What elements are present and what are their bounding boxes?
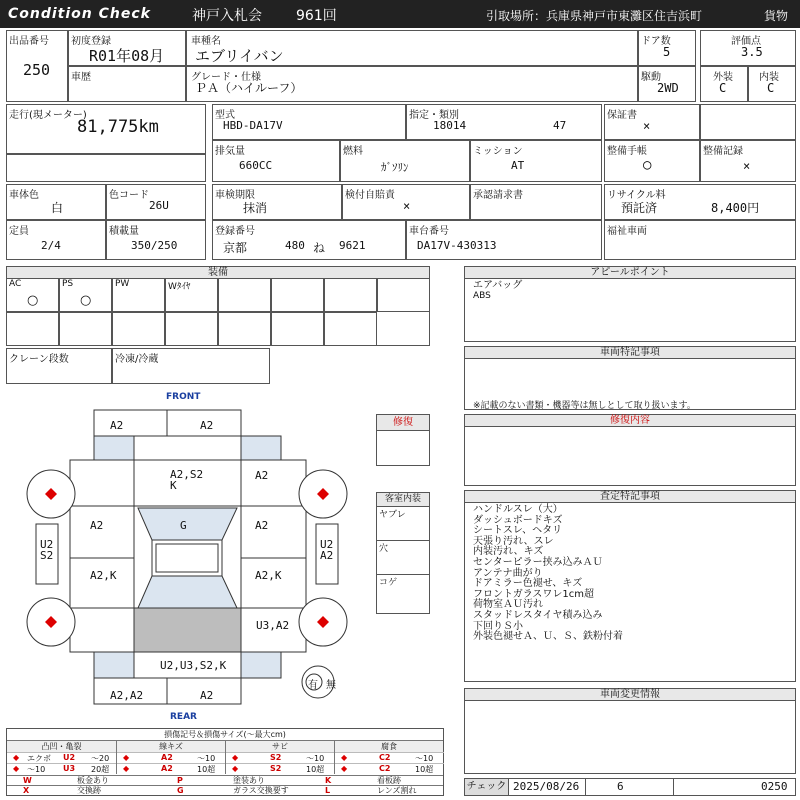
- legend-code-cell: 板金あり: [77, 776, 109, 785]
- legend-cell: エクボ: [27, 754, 51, 763]
- legend-code-cell: 塗装あり: [233, 776, 265, 785]
- record-box: [700, 140, 796, 182]
- mark-rear-left: A2,A2: [110, 689, 144, 702]
- color-code-box: [106, 184, 206, 220]
- acceptance-label: 検付自賠責: [345, 190, 395, 201]
- check-lot: 0250: [761, 780, 788, 793]
- registration-area: 京都: [223, 241, 248, 255]
- mark-right-front-fender: A2: [255, 469, 269, 482]
- grade-box: [186, 66, 638, 102]
- special-notes-disclaimer: ※記載のない書類・機器等は無しとして取り扱います。: [473, 401, 696, 411]
- inspection-note-line: 内装汚れ、キズ: [473, 546, 544, 558]
- interior-box: [376, 492, 430, 614]
- welfare-label: 福祉車両: [607, 226, 647, 237]
- mark-rear-right: A2: [200, 689, 214, 702]
- mission-label: ミッション: [473, 146, 523, 157]
- manual-value: ○: [643, 157, 652, 173]
- legend-code-cell: L: [325, 786, 331, 795]
- equipment-cell: [271, 278, 324, 312]
- legend-code-cell: レンズ割れ: [377, 786, 417, 795]
- legend-code-cell: 看板跡: [377, 776, 401, 785]
- legend-cell: S2: [270, 753, 282, 762]
- type-value: HBD-DA17V: [223, 119, 283, 132]
- legend-group: [334, 740, 443, 774]
- legend-group-name: 線キズ: [117, 741, 225, 752]
- drive-box: [638, 66, 696, 102]
- record-value: ×: [743, 159, 751, 173]
- legend-row: [335, 752, 444, 763]
- rear-label: REAR: [170, 712, 197, 722]
- fridge-box: [112, 348, 270, 384]
- legend-cell: 〜10: [27, 765, 46, 774]
- doors-value: 5: [663, 45, 671, 59]
- appeal-title: アピールポイント: [465, 267, 795, 279]
- mark-hood: A2,S2 K: [170, 468, 204, 492]
- mark-right-rear-door: A2,K: [255, 569, 282, 582]
- drive-value: 2WD: [657, 81, 679, 95]
- registration-box: [212, 220, 406, 260]
- lot-label: 出品番号: [9, 36, 49, 47]
- equipment-cell: [6, 278, 59, 312]
- recycle-status: 預託済: [621, 201, 658, 215]
- equipment-cell: [218, 278, 271, 312]
- brand-title: Condition Check: [8, 6, 151, 22]
- type-label: 型式: [215, 110, 235, 121]
- score-label: 評価点: [731, 36, 761, 47]
- change-info-panel: [464, 688, 796, 774]
- inspection-note-line: アンテナ曲がり: [473, 567, 543, 579]
- appeal-panel: [464, 266, 796, 342]
- mark-left-rear-door: A2,K: [90, 569, 117, 582]
- interior-item-tear: ヤブレ: [377, 507, 429, 541]
- inspection-note-line: ダッシュボードキズ: [473, 514, 563, 526]
- legend-row: [226, 752, 335, 763]
- manual-label: 整備手帳: [607, 146, 647, 157]
- damage-diamond-icon: ◆: [13, 753, 20, 762]
- chassis-label: 車台番号: [409, 226, 449, 237]
- load-value: 350/250: [131, 239, 178, 252]
- interior-grade-value: C: [767, 81, 775, 95]
- change-info-title: 車両変更情報: [465, 689, 795, 701]
- legend-code-row: [7, 785, 443, 795]
- legend-cell: 〜10: [197, 754, 216, 763]
- legend-cell: C2: [379, 753, 391, 762]
- model-box: [186, 30, 638, 66]
- recycle-fee: 8,400円: [711, 201, 760, 215]
- mark-right-front-door: A2: [255, 519, 269, 532]
- inspection-note-line: フロントガラスワレ1cm超: [473, 588, 595, 600]
- legend-row: [117, 752, 226, 763]
- score-value: 3.5: [741, 45, 763, 59]
- displacement-label: 排気量: [215, 146, 245, 157]
- designation-value: 18014: [433, 119, 467, 132]
- legend-row: [7, 752, 116, 763]
- check-row: [464, 778, 796, 796]
- equipment-label: Wﾀｲﾔ: [168, 282, 191, 292]
- exterior-value: C: [719, 81, 727, 95]
- mileage-box: [6, 104, 206, 154]
- damage-diamond-icon: ◆: [13, 764, 20, 773]
- interior-item-hole: 穴: [377, 541, 429, 575]
- header-bar: [0, 0, 800, 28]
- inspection-note-line: シートスレ、ヘタリ: [473, 525, 563, 537]
- damage-diamond-icon: ◆: [341, 753, 348, 762]
- crane-label: クレーン段数: [9, 354, 69, 365]
- spare-no: 無: [326, 680, 336, 691]
- history-label: 車歴: [71, 72, 91, 83]
- legend-title: 損傷記号＆損傷サイズ(〜最大cm): [164, 730, 286, 739]
- warranty-extra-box: [700, 104, 796, 140]
- legend-code-cell: G: [177, 786, 184, 795]
- history-box: [68, 66, 186, 102]
- inspection-note-line: 天張り汚れ、スレ: [473, 535, 554, 547]
- lot-number: 250: [23, 61, 51, 79]
- equipment-cell-empty: [6, 312, 59, 346]
- legend-code-cell: 交換跡: [77, 786, 101, 795]
- inspection-note-line: センターピラー挟み込みＡＵ: [473, 556, 603, 568]
- check-label: チェック: [465, 779, 509, 795]
- capacity-value: 2/4: [41, 239, 61, 252]
- auction-name: 神戸入札会: [192, 8, 262, 24]
- first-reg-value: R01年08月: [89, 47, 165, 65]
- inspection-note-line: 下回りＳ小: [473, 620, 523, 632]
- fuel-box: [340, 140, 470, 182]
- legend-cell: 〜20: [91, 754, 110, 763]
- exterior-label: 外装: [713, 72, 733, 83]
- model-label: 車種名: [191, 36, 221, 47]
- repair-content-title: 修復内容: [465, 415, 795, 427]
- inspection-note-line: 外装色褪せＡ、Ｕ、Ｓ、鉄粉付着: [473, 631, 623, 643]
- equipment-cell: [112, 278, 165, 312]
- legend-row: [226, 763, 335, 774]
- equipment-title: 装備: [7, 267, 429, 279]
- interior-title: 客室内装: [377, 493, 429, 507]
- inspection-note-line: ハンドルスレ（大）: [473, 504, 563, 515]
- grade-label: グレード・仕様: [191, 72, 261, 83]
- legend-cell: C2: [379, 764, 391, 773]
- model-value: エブリイバン: [195, 47, 284, 65]
- exterior-box: [700, 66, 748, 102]
- doors-label: ドア数: [641, 36, 671, 47]
- displacement-box: [212, 140, 340, 182]
- acceptance-value: ×: [403, 199, 411, 213]
- damage-diamond-icon: ◆: [123, 764, 130, 773]
- recycle-box: [604, 184, 796, 220]
- designation-box: [406, 104, 602, 140]
- spare-yes: 有: [308, 680, 318, 691]
- inspection-note-line: 荷物室ＡＵ汚れ: [473, 599, 543, 611]
- inspection-note-line: スタッドレスタイヤ積み込み: [473, 609, 603, 621]
- inspection-notes-title: 査定特記事項: [465, 491, 795, 503]
- repair-content-panel: [464, 414, 796, 486]
- legend-row: [7, 763, 116, 774]
- check-date: 2025/08/26: [513, 780, 580, 793]
- inspection-note-line: ドアミラー色褪せ、キズ: [473, 578, 583, 590]
- drive-label: 駆動: [641, 72, 661, 83]
- mark-front-right: A2: [200, 419, 214, 432]
- damage-diamond-icon: ◆: [232, 764, 239, 773]
- color-value: 白: [51, 201, 64, 215]
- legend-cell: U2: [63, 753, 76, 762]
- color-code-value: 26U: [149, 199, 169, 212]
- designation-label: 指定・類別: [409, 110, 459, 121]
- legend-cell: 10超: [415, 765, 434, 774]
- vehicle-category: 貨物: [764, 9, 789, 23]
- recycle-label: リサイクル料: [607, 190, 666, 201]
- repair-box: [376, 414, 430, 466]
- registration-label: 登録番号: [215, 226, 255, 237]
- legend-cell: S2: [270, 764, 282, 773]
- repair-title: 修復: [377, 415, 429, 431]
- fuel-value: ｶﾞｿﾘﾝ: [381, 161, 409, 174]
- equipment-mark: ○: [80, 293, 92, 308]
- check-number: 6: [617, 780, 624, 793]
- mission-value: AT: [511, 159, 525, 172]
- mark-left-mirror: U2 S2: [40, 538, 54, 562]
- equipment-cell-empty: [59, 312, 112, 346]
- color-box: [6, 184, 106, 220]
- legend-cell: 〜10: [306, 754, 325, 763]
- legend-group: [7, 740, 116, 774]
- chassis-box: [406, 220, 602, 260]
- chassis-value: DA17V-430313: [417, 239, 497, 252]
- equipment-cell: [324, 278, 377, 312]
- legend-code-cell: K: [325, 776, 332, 785]
- type-box: [212, 104, 406, 140]
- legend-row: [335, 763, 444, 774]
- equipment-cell-empty: [112, 312, 165, 346]
- damage-legend: [6, 728, 444, 796]
- color-code-label: 色コード: [109, 190, 149, 201]
- legend-cell: 10超: [306, 765, 325, 774]
- legend-cell: A2: [161, 764, 173, 773]
- inspection-box: [212, 184, 342, 220]
- mark-front-left: A2: [110, 419, 124, 432]
- legend-cell: 10超: [197, 765, 216, 774]
- legend-group-name: 凸凹・亀裂: [7, 741, 116, 752]
- acceptance-box: [342, 184, 470, 220]
- color-label: 車体色: [9, 190, 39, 201]
- inspection-label: 車検期限: [215, 190, 255, 201]
- equipment-cell-empty: [218, 312, 271, 346]
- legend-group: [225, 740, 334, 774]
- special-notes-title: 車両特記事項: [465, 347, 795, 359]
- lot-box: [6, 30, 68, 102]
- damage-diamond-icon: ◆: [123, 753, 130, 762]
- equipment-cell-empty: [324, 312, 377, 346]
- auction-number: 961回: [296, 8, 337, 24]
- equipment-cell-empty: [165, 312, 218, 346]
- mark-left-front-door: A2: [90, 519, 104, 532]
- record-label: 整備記録: [703, 146, 743, 157]
- welfare-box: [604, 220, 796, 260]
- appeal-line-1: エアバッグ: [473, 280, 523, 291]
- legend-group-name: サビ: [226, 741, 334, 752]
- manual-box: [604, 140, 700, 182]
- legend-group-name: 腐食: [335, 741, 443, 752]
- equipment-label: AC: [9, 279, 22, 289]
- registration-kana: ね: [313, 241, 326, 255]
- mileage-label: 走行(現メーター): [9, 110, 87, 121]
- inspection-notes-panel: [464, 490, 796, 682]
- fridge-label: 冷凍/冷蔵: [115, 354, 159, 365]
- score-box: [700, 30, 796, 66]
- legend-code-cell: X: [23, 786, 30, 795]
- legend-cell: A2: [161, 753, 173, 762]
- legend-cell: U3: [63, 764, 76, 773]
- grade-value: ＰＡ（ハイルーフ）: [195, 81, 303, 95]
- damage-diamond-icon: ◆: [341, 764, 348, 773]
- front-label: FRONT: [166, 392, 201, 402]
- interior-grade-box: [748, 66, 796, 102]
- legend-group: [116, 740, 225, 774]
- legend-code-cell: ガラス交換要す: [233, 786, 289, 795]
- capacity-label: 定員: [9, 226, 29, 237]
- equipment-mark: ○: [27, 293, 39, 308]
- mileage-extra-box: [6, 154, 206, 182]
- inspection-value: 抹消: [243, 201, 268, 215]
- first-reg-box: [68, 30, 186, 66]
- approval-box: [470, 184, 602, 220]
- mark-right-mirror: U2 A2: [320, 538, 334, 562]
- equipment-label: PW: [115, 279, 130, 289]
- approval-label: 承認請求書: [473, 190, 523, 201]
- doors-box: [638, 30, 696, 66]
- crane-box: [6, 348, 112, 384]
- capacity-box: [6, 220, 106, 260]
- appeal-line-2: ABS: [473, 291, 491, 301]
- equipment-cell: [165, 278, 218, 312]
- displacement-value: 660CC: [239, 159, 273, 172]
- legend-cell: 〜10: [415, 754, 434, 763]
- damage-diamond-icon: ◆: [232, 753, 239, 762]
- load-label: 積載量: [109, 226, 139, 237]
- registration-class: 480: [285, 239, 305, 252]
- mark-rear-gate: U2,U3,S2,K: [160, 659, 227, 672]
- fuel-label: 燃料: [343, 146, 363, 157]
- equipment-cell: [377, 278, 430, 312]
- interior-item-burn: コゲ: [379, 578, 398, 588]
- equipment-label: PS: [62, 279, 74, 289]
- mileage-value: 81,775km: [77, 117, 159, 137]
- special-notes-panel: [464, 346, 796, 410]
- mark-right-quarter: U3,A2: [256, 619, 290, 632]
- legend-cell: 20超: [91, 765, 110, 774]
- registration-number: 9621: [339, 239, 366, 252]
- warranty-value: ×: [643, 119, 651, 133]
- mission-box: [470, 140, 602, 182]
- legend-code-cell: P: [177, 776, 183, 785]
- legend-code-cell: W: [23, 776, 32, 785]
- equipment-cell-empty: [271, 312, 324, 346]
- equipment-cell: [59, 278, 112, 312]
- legend-row: [117, 763, 226, 774]
- interior-grade-label: 内装: [759, 72, 779, 83]
- inspection-notes-list: [473, 505, 623, 643]
- category-number: 47: [553, 119, 567, 132]
- warranty-label: 保証書: [607, 110, 637, 121]
- mark-windshield: G: [180, 519, 187, 532]
- legend-code-row: [7, 775, 443, 785]
- load-box: [106, 220, 206, 260]
- first-reg-label: 初度登録: [71, 36, 111, 47]
- pickup-location: 引取場所：兵庫県神戸市東灘区住吉浜町: [486, 9, 703, 23]
- warranty-box: [604, 104, 700, 140]
